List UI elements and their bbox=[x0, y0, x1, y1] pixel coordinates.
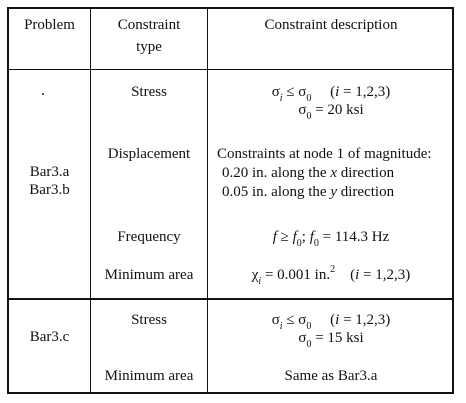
scan-dot bbox=[42, 93, 44, 95]
header-constraint-description: Constraint description bbox=[264, 17, 398, 33]
desc-stress-2-line2: $\sigma_0 = 15$ ksi bbox=[298, 330, 364, 350]
column-divider-1 bbox=[90, 9, 91, 392]
type-stress-1: Stress bbox=[131, 84, 167, 100]
header-constraint-type-line1: Constraint bbox=[117, 17, 181, 33]
type-frequency: Frequency bbox=[117, 229, 181, 245]
desc-displacement-line1: Constraints at node 1 of magnitude: bbox=[217, 146, 432, 162]
desc-frequency: $f \ge f_0$; $f_0 = 114.3$ Hz bbox=[272, 229, 390, 249]
problem-bar3c: Bar3.c bbox=[29, 329, 70, 345]
header-divider bbox=[9, 69, 452, 70]
desc-stress-2-line1: $\sigma_i \le \sigma_0$ (i = 1,2,3) bbox=[271, 312, 391, 332]
header-problem: Problem bbox=[24, 17, 75, 33]
desc-displacement-line3: 0.05 in. along the y direction bbox=[222, 184, 395, 200]
desc-minimum-area-1: $\chi_i = 0.001$ in.$^2$ (i = 1,2,3) bbox=[251, 264, 411, 287]
header-constraint-type-line2: type bbox=[136, 39, 162, 55]
type-displacement: Displacement bbox=[107, 146, 191, 162]
desc-minimum-area-2: Same as Bar3.a bbox=[284, 368, 378, 384]
constraint-table bbox=[7, 7, 454, 394]
type-stress-2: Stress bbox=[131, 312, 167, 328]
desc-stress-1-line1: $\sigma_i \le \sigma_0$ (i = 1,2,3) bbox=[271, 84, 391, 104]
problem-bar3b: Bar3.b bbox=[29, 182, 70, 198]
type-minimum-area-1: Minimum area bbox=[104, 267, 194, 283]
desc-displacement-line2: 0.20 in. along the x direction bbox=[222, 165, 395, 181]
desc-stress-1-line2: $\sigma_0 = 20$ ksi bbox=[298, 102, 364, 122]
problem-bar3a: Bar3.a bbox=[29, 164, 70, 180]
type-minimum-area-2: Minimum area bbox=[104, 368, 194, 384]
group-divider bbox=[9, 298, 452, 300]
